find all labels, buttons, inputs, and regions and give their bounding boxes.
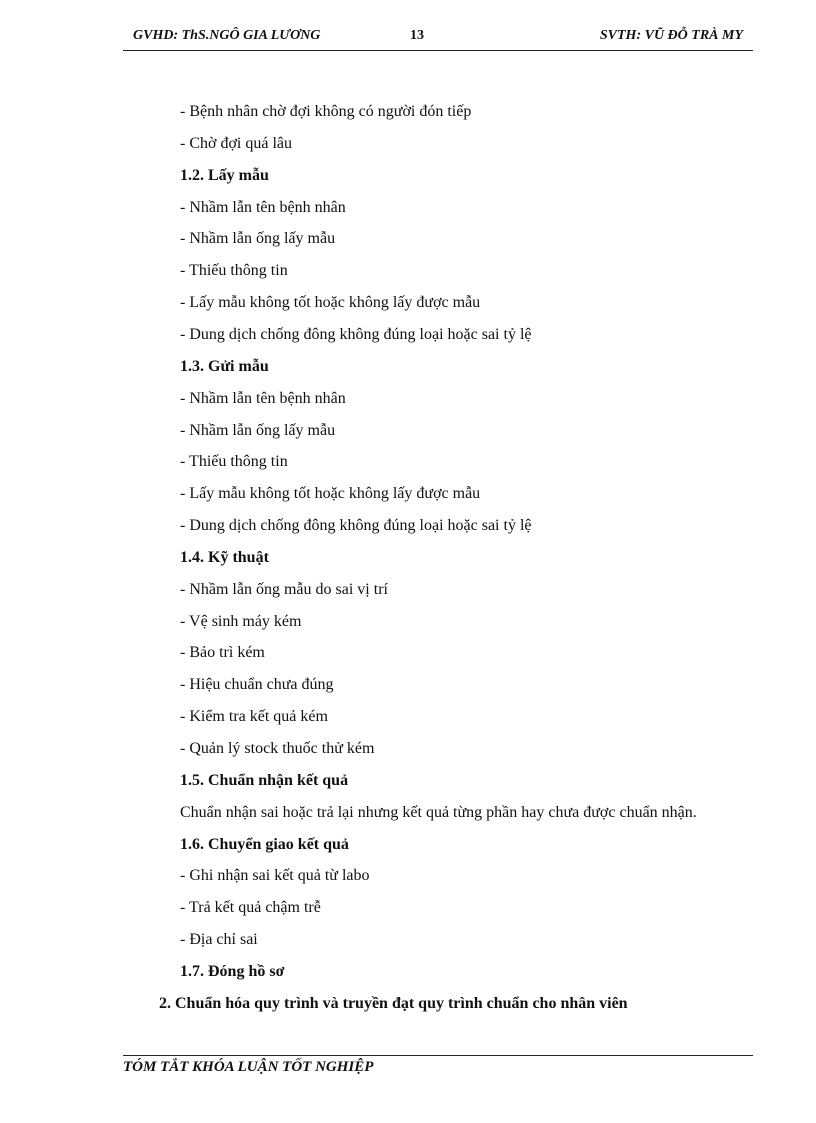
footer-divider	[123, 1055, 753, 1056]
list-item: - Quản lý stock thuốc thử kém	[180, 740, 375, 757]
list-item: - Bệnh nhân chờ đợi không có người đón tiếp	[180, 103, 472, 120]
list-item: - Lấy mẫu không tốt hoặc không lấy được mẫu	[180, 485, 481, 503]
list-item: - Nhầm lẫn ống mẫu do sai vị trí	[180, 580, 388, 598]
list-item: - Nhầm lẫn ống lấy mẫu	[180, 421, 336, 439]
list-item: - Bảo trì kém	[180, 644, 265, 662]
list-item: - Ghi nhận sai kết quả từ labo	[180, 867, 370, 885]
list-item: - Vệ sinh máy kém	[180, 612, 302, 630]
footer-title: TÓM TẮT KHÓA LUẬN TỐT NGHIỆP	[123, 1059, 374, 1075]
list-item: - Dung dịch chống đông không đúng loại hoặc sai tỷ lệ	[180, 517, 532, 535]
list-item: - Nhầm lẫn tên bệnh nhân	[180, 389, 346, 407]
section-heading: 1.6. Chuyển giao kết quả	[180, 835, 349, 853]
list-item: - Nhầm lẫn tên bệnh nhân	[180, 198, 346, 216]
list-item: - Dung dịch chống đông không đúng loại hoặc sai tỷ lệ	[180, 325, 532, 343]
student-name: SVTH: VŨ ĐỖ TRÀ MY	[599, 28, 743, 43]
list-item: - Nhầm lẫn ống lấy mẫu	[180, 230, 336, 248]
list-item: - Thiếu thông tin	[180, 262, 288, 280]
list-item: - Lấy mẫu không tốt hoặc không lấy được mẫu	[180, 294, 481, 312]
section-heading: 1.5. Chuẩn nhận kết quả	[180, 771, 349, 789]
list-item: - Trả kết quả chậm trễ	[180, 899, 321, 917]
list-item: - Địa chỉ sai	[180, 931, 258, 949]
list-item: - Kiểm tra kết quả kém	[180, 708, 328, 726]
advisor-name: GVHD: ThS.NGÔ GIA LƯƠNG	[133, 28, 321, 43]
page-header	[123, 24, 753, 51]
paragraph-text: Chuẩn nhận sai hoặc trả lại nhưng kết quả từng phần hay chưa được chuẩn nhận.	[180, 803, 697, 821]
list-item: - Thiếu thông tin	[180, 453, 288, 471]
list-item: - Chờ đợi quá lâu	[180, 134, 293, 152]
section-heading: 1.7. Đóng hồ sơ	[180, 962, 285, 980]
section-heading: 1.4. Kỹ thuật	[180, 548, 269, 566]
section-heading: 1.2. Lấy mẫu	[180, 166, 269, 184]
page-number: 13	[410, 28, 424, 43]
section-heading: 1.3. Gửi mẫu	[180, 357, 269, 375]
list-item: - Hiệu chuẩn chưa đúng	[180, 676, 334, 694]
major-heading: 2. Chuẩn hóa quy trình và truyền đạt quy trình chuẩn cho nhân viên	[159, 994, 628, 1012]
